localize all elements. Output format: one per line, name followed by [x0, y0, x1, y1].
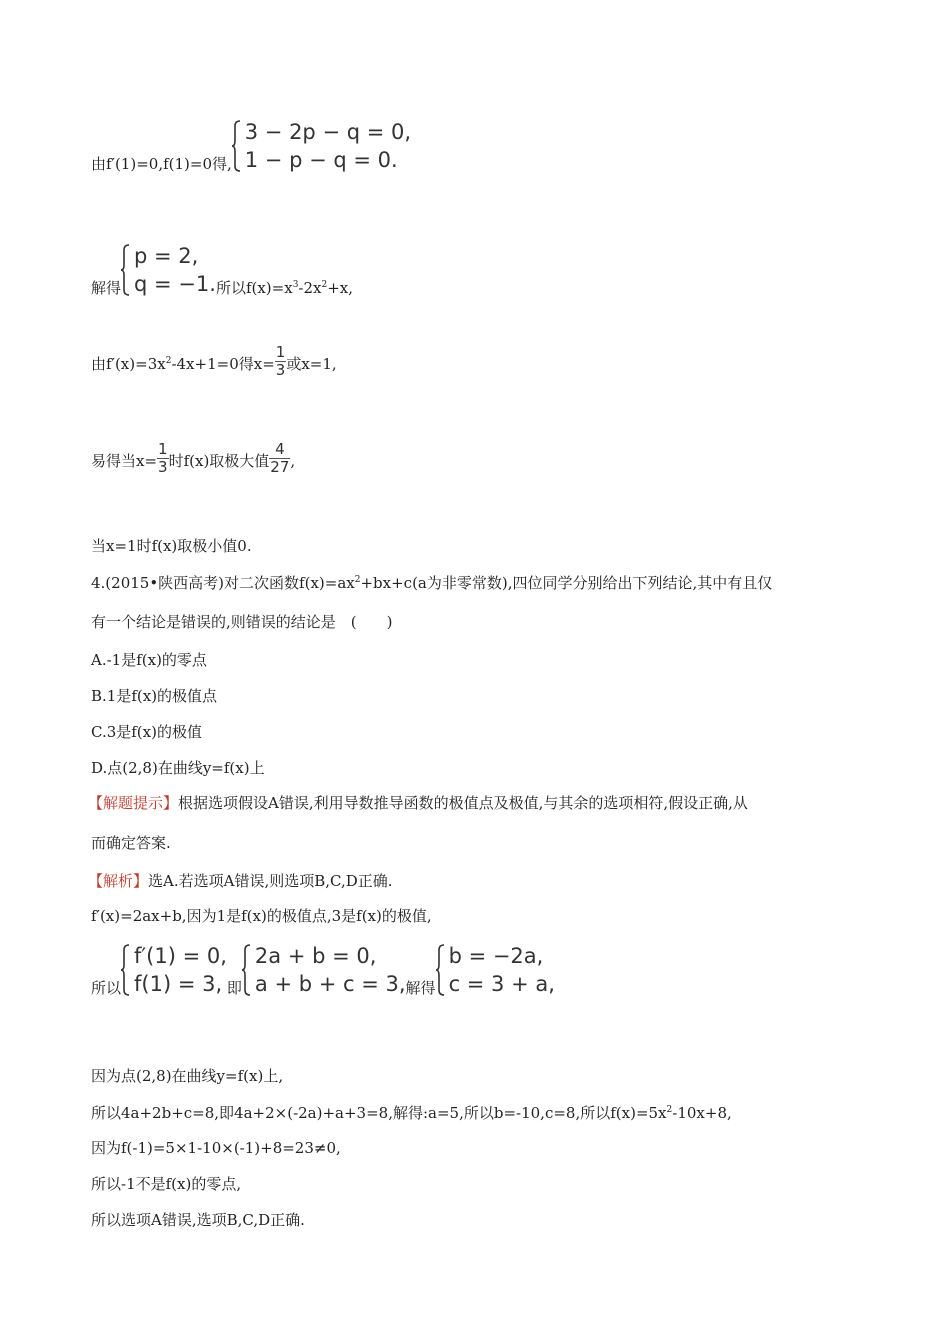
question-4: 4.(2015•陕西高考)对二次函数$f(x)=ax^2+bx+c(a$为非零常数),四位同学分别给出下列结论,其中有且仅	[91, 574, 773, 592]
derivative-text: -4x+1=0得x=	[171, 355, 275, 373]
condition-text: 由f′(1)=0,f(1)=0得,	[91, 155, 232, 173]
function-text: 所以$f(x)=x^3-2x^2+x$,	[215, 279, 354, 297]
systems-text: 即	[226, 979, 242, 997]
fraction: $\frac{1}{3}$	[158, 440, 168, 476]
equation-row: a + b + c = 3,	[254, 972, 406, 996]
not-zero-line: 所以-1不是f(x)的零点,	[91, 1175, 242, 1193]
equation-row: f′(1) = 0,	[134, 944, 227, 968]
systems-line	[91, 942, 555, 998]
brace-icon	[121, 944, 130, 996]
fraction: $\frac{1}{3}$	[275, 343, 286, 379]
maximum-text: 易得当x=	[91, 452, 158, 470]
systems-text: 解得	[405, 979, 436, 997]
option-c: C.3是f(x)的极值	[91, 723, 202, 741]
derivative-text: 由f′(x)=3x	[91, 355, 166, 373]
brace-icon	[121, 244, 130, 296]
maximum-text: 时f(x)取极大值	[168, 452, 270, 470]
brace-icon	[436, 944, 445, 996]
equation-system-5	[436, 942, 555, 998]
derivative-text: 或x=1,	[286, 355, 337, 373]
conclusion-line: 所以选项A错误,选项B,C,D正确.	[91, 1211, 305, 1229]
analysis-derivative: f′(x)=2ax+b,因为1是f(x)的极值点,3是f(x)的极值,	[91, 907, 432, 925]
option-b: B.1是f(x)的极值点	[91, 687, 218, 705]
fraction: $\frac{4}{27}$	[270, 440, 290, 476]
equation-row: c = 3 + a,	[448, 972, 555, 996]
point-on-curve-line: 因为点(2,8)在曲线y=f(x)上,	[91, 1067, 284, 1085]
maximum-text: ,	[290, 452, 296, 470]
equation-system-1	[232, 118, 411, 174]
maximum-line	[91, 441, 295, 476]
equation-row: q = −1.	[134, 272, 216, 296]
equation-row: b = −2a,	[448, 944, 544, 968]
equation-row: 1 − p − q = 0.	[244, 148, 398, 172]
equation-system-2	[121, 242, 216, 298]
question-4-cont: 有一个结论是错误的,则错误的结论是 ( )	[91, 613, 393, 631]
equation-row: 3 − 2p − q = 0,	[244, 120, 412, 144]
exponent: 2	[165, 356, 172, 366]
minimum-line: 当x=1时f(x)取极小值0.	[91, 537, 252, 555]
analysis-tag: 【解析】	[88, 872, 149, 890]
analysis-text: 选A.若选项A错误,则选项B,C,D正确.	[148, 872, 393, 890]
check-line: 因为f(-1)=5×1-10×(-1)+8=23≠0,	[91, 1139, 341, 1157]
analysis-line	[88, 871, 393, 891]
equation-row: f(1) = 3,	[134, 972, 223, 996]
equation-system-4	[242, 942, 406, 998]
brace-icon	[232, 120, 241, 172]
derivative-line	[91, 344, 337, 379]
brace-icon	[242, 944, 251, 996]
hint-line-cont: 而确定答案.	[91, 834, 171, 852]
equation-row: p = 2,	[134, 244, 199, 268]
equation-system-3	[121, 942, 227, 998]
hint-text: 根据选项假设A错误,利用导数推导函数的极值点及极值,与其余的选项相符,假设正确,从	[178, 794, 748, 812]
condition-line	[91, 118, 411, 174]
solve-line: 所以4a+2b+c=8,即4a+2×(-2a)+a+3=8,解得:a=5,所以b=-10,c=8,所以$f(x)=5x^2-10x+8$,	[91, 1104, 732, 1122]
solution-prefix: 解得	[91, 279, 122, 297]
systems-text: 所以	[91, 979, 122, 997]
solution-line	[91, 242, 353, 298]
equation-row: 2a + b = 0,	[254, 944, 377, 968]
option-a: A.-1是f(x)的零点	[91, 651, 207, 669]
hint-tag: 【解题提示】	[88, 794, 179, 812]
hint-line	[88, 793, 748, 813]
option-d: D.点(2,8)在曲线y=f(x)上	[91, 759, 265, 777]
